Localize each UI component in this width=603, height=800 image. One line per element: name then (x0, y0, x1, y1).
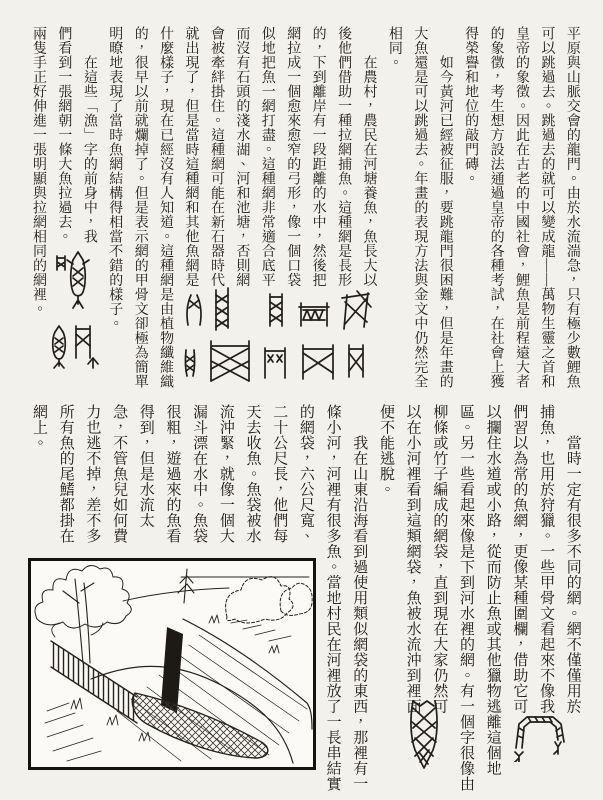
zigzag-net-glyph (298, 300, 330, 328)
woven-basket-glyph (406, 698, 442, 772)
text-column: 條小河，河裡有很多魚。當地村民在河裡放了一長串結實 (324, 404, 341, 792)
text-column: 可以跳過去。跳過去的就可以變成龍——萬物生靈之首和 (539, 26, 555, 389)
text-column: 們看到一張網朝一條大魚拉過去。 (56, 26, 72, 244)
text-column: 漏斗漂在水中。魚袋 (191, 404, 208, 544)
text-column: 所有魚的尾鰭都掛在 (57, 404, 74, 544)
text-column: 後他們借助一種拉網捕魚。這種網是長形 (336, 26, 352, 287)
text-column: 得到，但是水流太 (137, 404, 154, 528)
text-column: 會被牽絆掛住。這種網可能在新石器時代 (208, 26, 224, 287)
text-column: 大魚還是可以跳過去。年畫的表現方法與金文中仍然完全 (412, 26, 428, 389)
text-column: 天去收魚。魚袋被水 (244, 404, 261, 544)
text-column: 平原與山脈交會的龍門。由於水流湍急，只有極少數鯉魚 (564, 26, 580, 389)
text-column: 捕魚，也用於狩獵。一些甲骨文看起來不像我 (538, 404, 555, 714)
text-column: 以攔住水道或小路，從而防止魚或其他獵物逃離這個地 (484, 404, 501, 776)
text-column: 很粗，遊過來的魚看 (164, 404, 181, 544)
pouch-net-glyph (182, 348, 198, 378)
fishing-weir-illustration (28, 558, 316, 770)
text-column: 什麼樣子，現在已經沒有人知道。這種網是由植物纖維織 (158, 26, 174, 389)
text-column: 網上。 (31, 404, 47, 451)
text-column: 網拉成一個愈來愈窄的弓形，像一個口袋 (285, 26, 301, 287)
text-column: 而沒有石頭的淺水湖、河和池塘，否則網 (234, 26, 250, 287)
fish-and-net-glyph (54, 250, 92, 314)
text-column: 就出現了，但是當時這種網和其他魚網是 (183, 26, 199, 287)
text-column: 們習以為常的魚網，更像某種圍欄，借助它可 (511, 404, 528, 714)
lattice-net-glyph (212, 287, 232, 333)
text-column: 的網袋，六公尺寬、 (297, 404, 314, 544)
section-divider (14, 394, 588, 396)
text-column: 如今黃河已經被征服，要跳龍門很困難，但是年畫的 (437, 26, 453, 389)
ladder-x-net-glyph (265, 292, 287, 328)
canopy-trap-glyph (511, 712, 569, 762)
text-column: 以在小河裡看到這類網袋，魚被水流沖到裡面 (404, 404, 421, 714)
text-column: 的，很早以前就爛掉了。但是表示網的甲骨文卻極為簡單 (132, 26, 148, 389)
text-column: 流沖緊，就像一個大 (217, 404, 234, 544)
text-column: 兩隻手正好伸進一張明顯與拉網相同的網裡。 (31, 26, 46, 316)
x-frame-net-glyph (344, 343, 368, 379)
text-column: 相同。 (386, 26, 402, 70)
wide-lattice-net-glyph (207, 339, 253, 383)
cross-net-glyph (299, 343, 337, 381)
text-column: 明暸地表現了當時魚網結構得相當不錯的樣子。 (107, 26, 123, 331)
text-column: 我在山東沿海看到過使用類似網袋的東西，那裡有一 (351, 404, 368, 792)
text-column: 區。另一些看起來像是下到河水裡的網。有一個字很像由 (458, 404, 474, 792)
top-text-section (30, 26, 581, 392)
text-column: 的象徵，考生想方設法通過皇帝的各種考試，在社會上獲 (488, 26, 504, 389)
text-column: 當時一定有很多不同的網。網不僅僅用於 (564, 404, 581, 714)
text-column: 得榮譽和地位的敲門磚。 (463, 26, 479, 186)
fish-net-hand-glyph (46, 324, 100, 372)
tilted-x-net-glyph (337, 289, 373, 331)
arched-net-glyph (184, 292, 204, 326)
text-column: 的，下到離岸有一段距離的水中，然後把 (310, 26, 326, 287)
text-column: 在農村，農民在河塘養魚，魚長大以 (361, 26, 377, 287)
text-column: 急，不管魚兒如何費 (111, 404, 128, 544)
text-column: 似地把魚一網打盡。這種網非常適合底平 (259, 26, 275, 287)
double-x-net-glyph (261, 346, 289, 380)
text-column: 力也逃不掉，差不多 (84, 404, 101, 544)
text-column: 皇帝的象徵。因此在古老的中國社會，鯉魚是前程遠大者 (514, 26, 530, 389)
text-column: 在這些「漁」字的前身中，我 (81, 26, 97, 244)
text-column: 便不能逃脫。 (377, 404, 394, 497)
text-column: 二十公尺長，他們每 (271, 404, 288, 544)
text-column: 柳條或竹子編成的網袋，直到現在大家仍然可 (431, 404, 448, 714)
